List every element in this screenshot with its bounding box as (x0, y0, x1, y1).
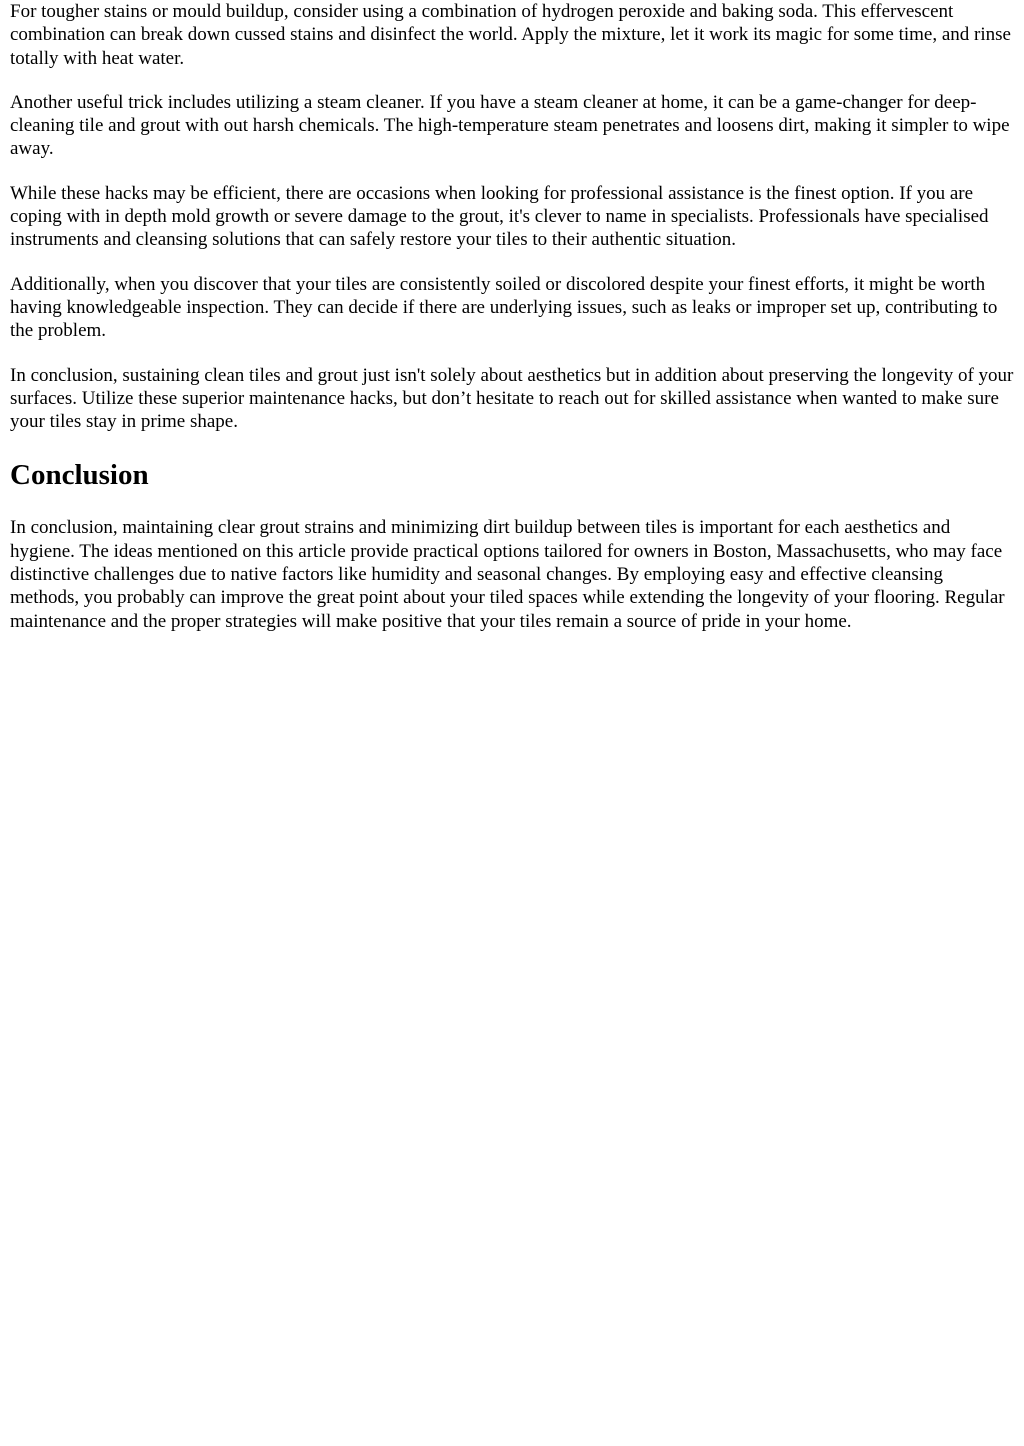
paragraph-inspection: Additionally, when you discover that your tiles are consistently soiled or discolored despite your finest efforts, it might be worth having knowledgeable inspection. They can decide if there are underlying issues, such as leaks or improper set up, contributing to the problem. (10, 273, 998, 342)
paragraph-hydrogen-peroxide: For tougher stains or mould buildup, consider using a combination of hydrogen peroxide and baking soda. This effervescent combination can break down cussed stains and disinfect the world. Apply the mixture, let it work its magic for some time, and rinse totally with heat water. (10, 1, 1011, 69)
paragraph-professional-help: While these hacks may be efficient, there are occasions when looking for professional assistance is the finest option. If you are coping with in depth mold growth or severe damage to the grout, it's clever to name in specialists. Professionals have specialised instruments and cleansing solutions that can safely restore your tiles to their authentic situation. (10, 182, 989, 251)
conclusion-paragraph: In conclusion, maintaining clear grout strains and minimizing dirt buildup between tiles is important for each aesthetics and hygiene. The ideas mentioned on this article provide practical options tailored for owners in Boston, Massachusetts, who may face distinctive challenges due to native factors like humidity and seasonal changes. By employing easy and effective cleansing methods, you probably can improve the great point about your tiled spaces while extending the longevity of your flooring. Regular maintenance and the proper strategies will make positive that your tiles remain a source of pride in your home. (10, 517, 1005, 632)
article-body (0, 0, 1024, 633)
paragraph-steam-cleaner: Another useful trick includes utilizing a steam cleaner. If you have a steam cleaner at home, it can be a game-changer for deep-cleaning tile and grout with out harsh chemicals. The high-temperature steam penetrates and loosens dirt, making it simpler to wipe away. (10, 91, 1010, 160)
paragraph-summary: In conclusion, sustaining clean tiles and grout just isn't solely about aesthetics but in addition about preserving the longevity of your surfaces. Utilize these superior maintenance hacks, but don’t hesitate to reach out for skilled assistance when wanted to make sure your tiles stay in prime shape. (10, 364, 1014, 433)
conclusion-heading: Conclusion (10, 459, 149, 492)
